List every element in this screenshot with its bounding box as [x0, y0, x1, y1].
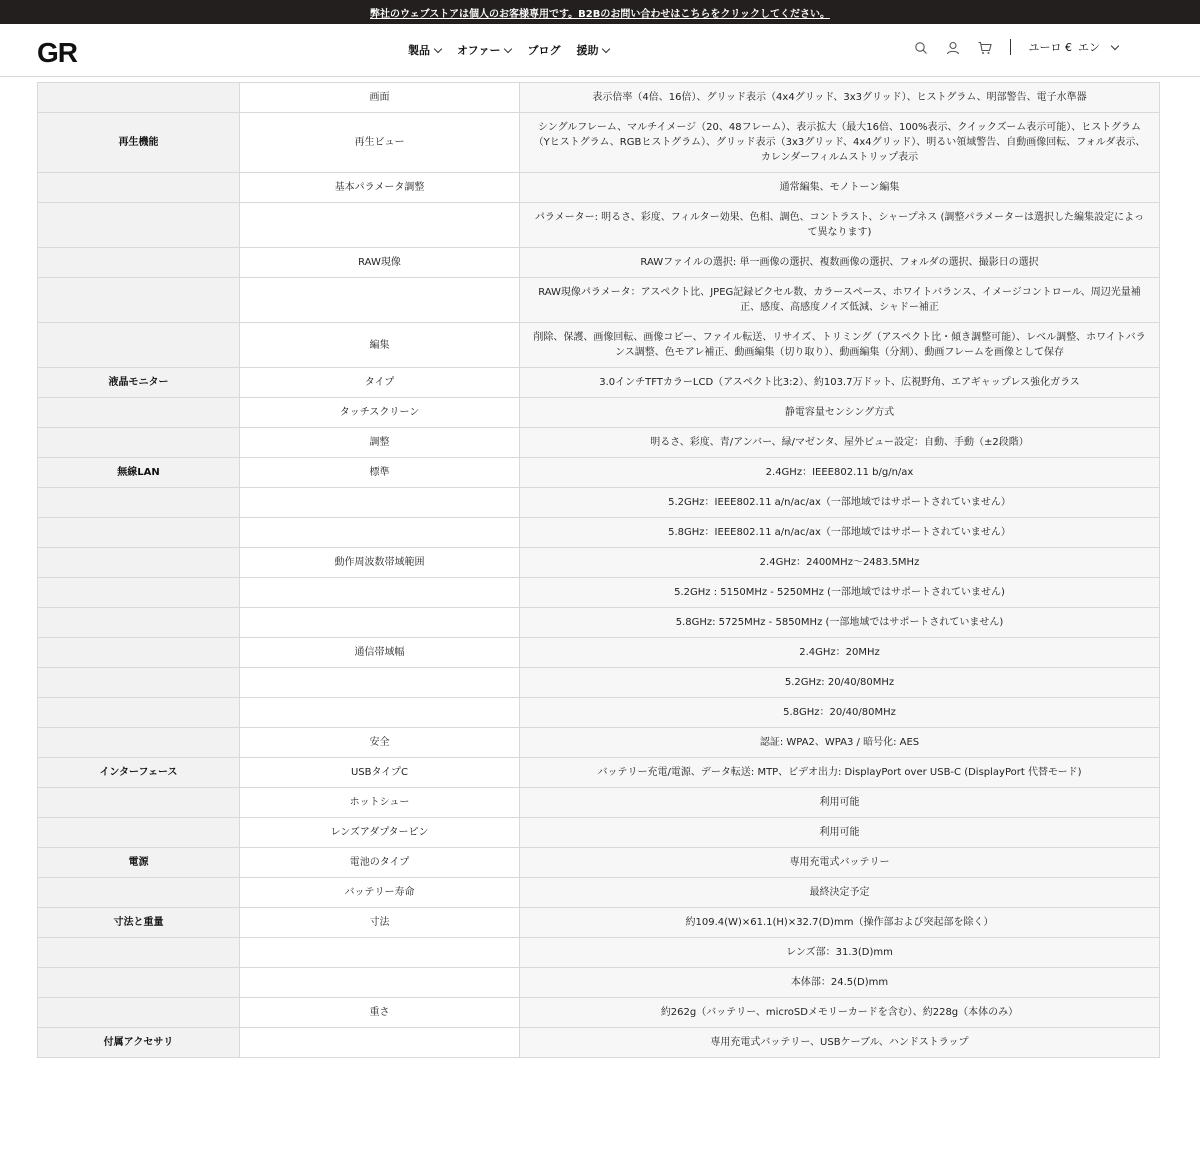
- spec-item-cell: [240, 1028, 520, 1058]
- spec-value-cell: 2.4GHz：IEEE802.11 b/g/n/ax: [520, 458, 1160, 488]
- spec-category-cell: [38, 728, 240, 758]
- table-row: [38, 113, 1160, 173]
- chevron-down-icon: [504, 44, 512, 52]
- spec-category-cell: [38, 323, 240, 368]
- spec-category-cell: [38, 638, 240, 668]
- spec-value-cell: 5.8GHz: 5725MHz - 5850MHz (一部地域ではサポートされていません): [520, 608, 1160, 638]
- spec-item-cell: [240, 278, 520, 323]
- nav-item-offers[interactable]: [457, 42, 511, 58]
- spec-value-cell: バッテリー充電/電源、データ転送: MTP、ビデオ出力: DisplayPort over USB-C (DisplayPort 代替モード): [520, 758, 1160, 788]
- header-divider: [1010, 39, 1011, 55]
- table-row: [38, 638, 1160, 668]
- spec-category-cell: [38, 938, 240, 968]
- spec-item-cell: 安全: [240, 728, 520, 758]
- spec-item-cell: 重さ: [240, 998, 520, 1028]
- spec-item-cell: 調整: [240, 428, 520, 458]
- spec-value-cell: 2.4GHz：20MHz: [520, 638, 1160, 668]
- spec-item-cell: 再生ビュー: [240, 113, 520, 173]
- spec-item-cell: [240, 698, 520, 728]
- table-row: [38, 548, 1160, 578]
- spec-value-cell: 5.2GHz : 5150MHz - 5250MHz (一部地域ではサポートされていません): [520, 578, 1160, 608]
- spec-category-cell: 寸法と重量: [38, 908, 240, 938]
- nav-item-blog[interactable]: [527, 42, 560, 58]
- spec-category-cell: [38, 998, 240, 1028]
- chevron-down-icon: [434, 44, 442, 52]
- spec-item-cell: [240, 578, 520, 608]
- table-row: [38, 458, 1160, 488]
- currency-language-selector[interactable]: [1029, 39, 1119, 55]
- spec-value-cell: 表示倍率（4倍、16倍）、グリッド表示（4x4グリッド、3x3グリッド）、ヒストグラム、明部警告、電子水準器: [520, 83, 1160, 113]
- spec-value-cell: 明るさ、彩度、青/アンバー、緑/マゼンタ、屋外ビュー設定：自動、手動（±2段階）: [520, 428, 1160, 458]
- spec-item-cell: レンズアダプターピン: [240, 818, 520, 848]
- spec-value-cell: 5.2GHz：IEEE802.11 a/n/ac/ax（一部地域ではサポートされていません）: [520, 488, 1160, 518]
- spec-item-cell: タッチスクリーン: [240, 398, 520, 428]
- spec-category-cell: [38, 608, 240, 638]
- table-row: [38, 818, 1160, 848]
- spec-category-cell: [38, 968, 240, 998]
- spec-item-cell: 動作周波数帯域範囲: [240, 548, 520, 578]
- spec-value-cell: 2.4GHz：2400MHz～2483.5MHz: [520, 548, 1160, 578]
- spec-category-cell: [38, 668, 240, 698]
- spec-category-cell: 再生機能: [38, 113, 240, 173]
- spec-category-cell: [38, 398, 240, 428]
- table-row: [38, 608, 1160, 638]
- chevron-down-icon: [1111, 41, 1119, 49]
- table-row: [38, 278, 1160, 323]
- header-actions: [914, 39, 1119, 55]
- spec-value-cell: 削除、保護、画像回転、画像コピー、ファイル転送、リサイズ、トリミング（アスペクト比・傾き調整可能）、レベル調整、ホワイトバランス調整、色モアレ補正、動画編集（切り取り）、動画編集（分割）、動画フレームを画像として保存: [520, 323, 1160, 368]
- main-nav: [408, 42, 609, 58]
- spec-item-cell: USBタイプC: [240, 758, 520, 788]
- spec-category-cell: [38, 428, 240, 458]
- search-icon[interactable]: [914, 40, 928, 54]
- spec-category-cell: [38, 248, 240, 278]
- site-header: [0, 24, 1200, 77]
- cart-icon[interactable]: [978, 40, 992, 54]
- spec-value-cell: 利用可能: [520, 788, 1160, 818]
- spec-value-cell: 認証: WPA2、WPA3 / 暗号化: AES: [520, 728, 1160, 758]
- spec-item-cell: [240, 488, 520, 518]
- spec-item-cell: ホットシュー: [240, 788, 520, 818]
- spec-value-cell: 利用可能: [520, 818, 1160, 848]
- table-row: [38, 428, 1160, 458]
- spec-category-cell: [38, 83, 240, 113]
- spec-item-cell: [240, 608, 520, 638]
- spec-value-cell: 3.0インチTFTカラーLCD（アスペクト比3:2）、約103.7万ドット、広視野角、エアギャップレス強化ガラス: [520, 368, 1160, 398]
- spec-table-container: [37, 82, 1160, 1058]
- spec-value-cell: 5.2GHz: 20/40/80MHz: [520, 668, 1160, 698]
- table-row: [38, 83, 1160, 113]
- table-row: [38, 998, 1160, 1028]
- spec-category-cell: インターフェース: [38, 758, 240, 788]
- nav-item-products[interactable]: [408, 42, 441, 58]
- table-row: [38, 698, 1160, 728]
- table-row: [38, 368, 1160, 398]
- spec-item-cell: [240, 668, 520, 698]
- spec-value-cell: 通常編集、モノトーン編集: [520, 173, 1160, 203]
- announcement-bar[interactable]: [0, 0, 1200, 24]
- spec-category-cell: [38, 173, 240, 203]
- spec-category-cell: 付属アクセサリ: [38, 1028, 240, 1058]
- nav-item-label: 製品: [408, 44, 430, 57]
- table-row: [38, 758, 1160, 788]
- spec-value-cell: RAW現像パラメータ：アスペクト比、JPEG記録ピクセル数、カラースペース、ホワイトバランス、イメージコントロール、周辺光量補正、感度、高感度ノイズ低減、シャドー補正: [520, 278, 1160, 323]
- spec-value-cell: シングルフレーム、マルチイメージ（20、48フレーム）、表示拡大（最大16倍、100%表示、クイックズーム表示可能）、ヒストグラム（Yヒストグラム、RGBヒストグラム）、グリッド表示（3x3グリッド、4x4グリッド）、明るい領域警告、自動画像回転、フォルダ表示、カレンダーフィルムストリップ表示: [520, 113, 1160, 173]
- spec-item-cell: 電池のタイプ: [240, 848, 520, 878]
- table-row: [38, 248, 1160, 278]
- spec-value-cell: 5.8GHz：20/40/80MHz: [520, 698, 1160, 728]
- language-label: エン: [1078, 41, 1100, 54]
- table-row: [38, 788, 1160, 818]
- spec-item-cell: 標準: [240, 458, 520, 488]
- table-row: [38, 878, 1160, 908]
- spec-category-cell: [38, 488, 240, 518]
- spec-item-cell: 基本パラメータ調整: [240, 173, 520, 203]
- table-row: [38, 728, 1160, 758]
- site-logo[interactable]: GR: [37, 37, 77, 68]
- table-row: [38, 938, 1160, 968]
- nav-item-support[interactable]: [576, 42, 609, 58]
- spec-category-cell: [38, 203, 240, 248]
- spec-value-cell: レンズ部：31.3(D)mm: [520, 938, 1160, 968]
- nav-item-label: 援助: [576, 44, 599, 57]
- table-row: [38, 848, 1160, 878]
- spec-value-cell: パラメーター: 明るさ、彩度、フィルター効果、色相、調色、コントラスト、シャープネス (調整パラメーターは選択した編集設定によって異なります): [520, 203, 1160, 248]
- spec-item-cell: 通信帯域幅: [240, 638, 520, 668]
- table-row: [38, 173, 1160, 203]
- spec-item-cell: [240, 938, 520, 968]
- nav-item-label: オファー: [457, 44, 501, 57]
- spec-item-cell: [240, 203, 520, 248]
- spec-category-cell: [38, 788, 240, 818]
- spec-table-body: [38, 83, 1160, 1058]
- spec-category-cell: [38, 878, 240, 908]
- chevron-down-icon: [602, 44, 610, 52]
- spec-value-cell: 静電容量センシング方式: [520, 398, 1160, 428]
- spec-value-cell: 5.8GHz：IEEE802.11 a/n/ac/ax（一部地域ではサポートされていません）: [520, 518, 1160, 548]
- currency-label: ユーロ €: [1028, 41, 1072, 54]
- table-row: [38, 968, 1160, 998]
- spec-category-cell: [38, 278, 240, 323]
- table-row: [38, 203, 1160, 248]
- spec-item-cell: 編集: [240, 323, 520, 368]
- spec-value-cell: 本体部：24.5(D)mm: [520, 968, 1160, 998]
- spec-category-cell: [38, 818, 240, 848]
- spec-item-cell: 画面: [240, 83, 520, 113]
- announcement-text[interactable]: 弊社のウェブストアは個人のお客様専用です。B2Bのお問い合わせはこちらをクリックしてください。: [370, 8, 830, 20]
- table-row: [38, 578, 1160, 608]
- spec-table: [37, 82, 1160, 1058]
- nav-item-label: ブログ: [527, 44, 561, 57]
- spec-value-cell: 最終決定予定: [520, 878, 1160, 908]
- table-row: [38, 488, 1160, 518]
- spec-value-cell: 約109.4(W)×61.1(H)×32.7(D)mm（操作部および突起部を除く）: [520, 908, 1160, 938]
- spec-item-cell: [240, 518, 520, 548]
- spec-item-cell: タイプ: [240, 368, 520, 398]
- spec-category-cell: 無線LAN: [38, 458, 240, 488]
- spec-category-cell: 液晶モニター: [38, 368, 240, 398]
- spec-item-cell: バッテリー寿命: [240, 878, 520, 908]
- table-row: [38, 518, 1160, 548]
- spec-item-cell: [240, 968, 520, 998]
- spec-value-cell: RAWファイルの選択: 単一画像の選択、複数画像の選択、フォルダの選択、撮影日の選択: [520, 248, 1160, 278]
- table-row: [38, 668, 1160, 698]
- table-row: [38, 323, 1160, 368]
- table-row: [38, 398, 1160, 428]
- spec-value-cell: 約262g（バッテリー、microSDメモリーカードを含む）、約228g（本体のみ）: [520, 998, 1160, 1028]
- spec-item-cell: 寸法: [240, 908, 520, 938]
- spec-category-cell: 電源: [38, 848, 240, 878]
- spec-category-cell: [38, 578, 240, 608]
- user-icon[interactable]: [946, 40, 960, 54]
- spec-category-cell: [38, 518, 240, 548]
- spec-category-cell: [38, 698, 240, 728]
- table-row: [38, 908, 1160, 938]
- table-row: [38, 1028, 1160, 1058]
- spec-value-cell: 専用充電式バッテリー、USBケーブル、ハンドストラップ: [520, 1028, 1160, 1058]
- spec-item-cell: RAW現像: [240, 248, 520, 278]
- spec-value-cell: 専用充電式バッテリー: [520, 848, 1160, 878]
- spec-category-cell: [38, 548, 240, 578]
